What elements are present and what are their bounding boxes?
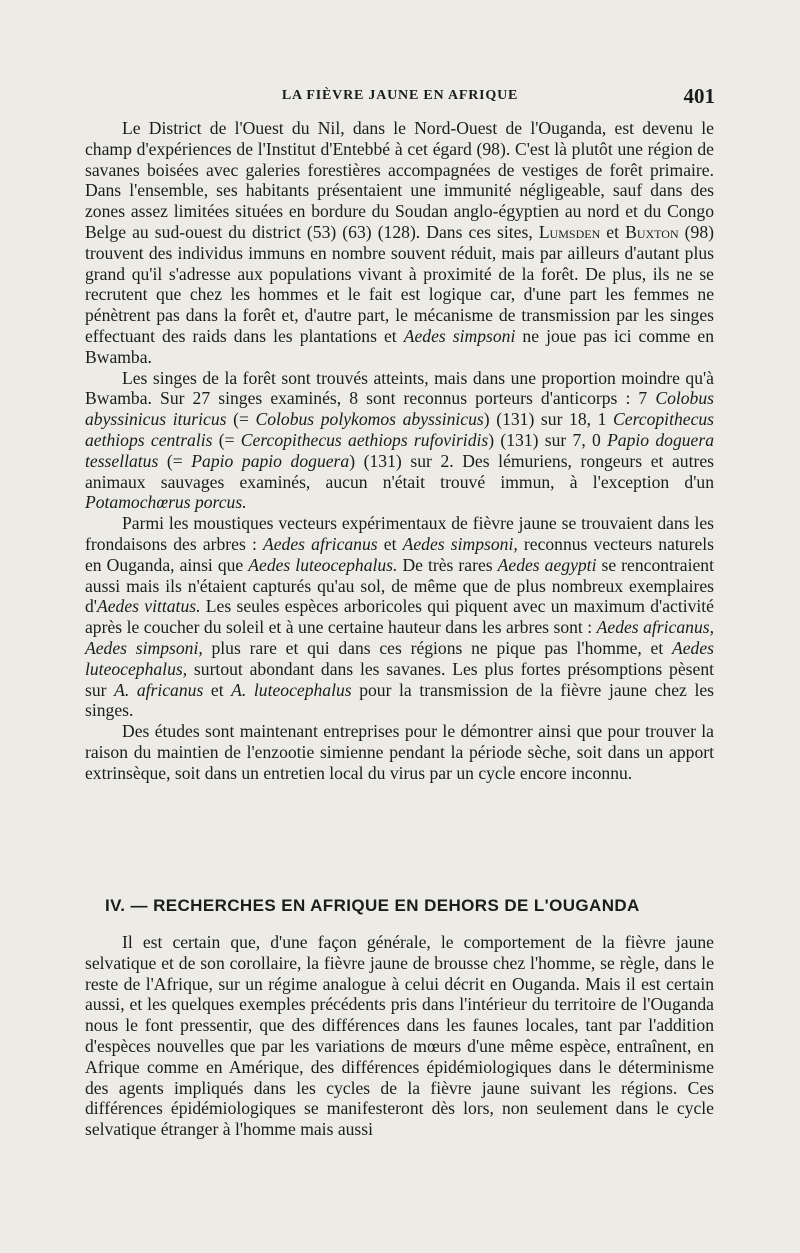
running-head [85, 84, 715, 108]
species-name: Cercopithecus aethiops rufoviridis [240, 429, 489, 450]
section-text [85, 932, 714, 1140]
species-name: Aedes luteocephalus. [248, 554, 398, 575]
species-name: Colobus polykomos abyssinicus [255, 409, 484, 430]
species-name: Papio papio doguera [191, 450, 350, 471]
species-name: Aedes simpsoni, [402, 533, 518, 554]
species-name: Colobus abyssinicus ituricus [85, 388, 714, 430]
species-name: A. luteocephalus [231, 679, 352, 700]
page-number: 401 [683, 84, 715, 108]
author-name: Lumsden [538, 221, 601, 242]
running-title: LA FIÈVRE JAUNE EN AFRIQUE [281, 88, 519, 103]
species-name: Papio doguera tessellatus [85, 429, 714, 471]
species-name: Aedes simpsoni [403, 325, 516, 346]
species-name: Aedes aegypti [497, 554, 597, 575]
species-name: Aedes africanus [263, 533, 378, 554]
paragraph-5: Il est certain que, d'une façon générale, le comportement de la fièvre jaune selvatique et de son corollaire, la fièvre jaune de brousse chez l'homme, se règle, dans le reste de l'Afrique, sur un régime analogue à celui décrit en Ouganda. Mais il est certain aussi, et les quelques exemples précédents pris dans l'intérieur du territoire de l'Ouganda nous le font pressentir, que des différences dans les faunes locales, tant par l'addition d'espèces nouvelles que par les variations de mœurs d'une même espèce, entraînent, en Afrique comme en Amérique, des différences épidémiologiques dans le déterminisme des agents impliqués dans les cycles de la fièvre jaune suivant les régions. Ces différences épidémiologiques se manifesteront dès lors, non seulement dans le cycle selvatique étranger à l'homme mais aussi [85, 932, 714, 1140]
author-name: Buxton [625, 221, 679, 242]
paragraph-4: Des études sont maintenant entreprises pour le démontrer ainsi que pour trouver la raison du maintien de l'enzootie simienne pendant la période sèche, soit dans un apport extrinsèque, soit dans un entretien local du virus par un cycle encore inconnu. [85, 721, 714, 783]
paragraph-1: Le District de l'Ouest du Nil, dans le Nord-Ouest de l'Ouganda, est devenu le champ d'expériences de l'Institut d'Entebbé à cet égard (98). C'est là plutôt une région de savanes boisées avec galeries forestières accompagnées de vestiges de forêt primaire. Dans l'ensemble, ses habitants présentaient une immunité négligeable, sauf dans des zones assez limitées situées en bordure du Soudan anglo-égyptien au nord et du Congo Belge au sud-ouest du district (53) (63) (128). Dans ces sites, Lumsden et Buxton (98) trouvent des individus immuns en nombre souvent réduit, mais par ailleurs d'autant plus grand qu'il s'adresse aux populations vivant à proximité de la forêt. De plus, ils ne se recrutent que chez les hommes et le fait est logique car, d'une part les femmes ne pénètrent pas dans la forêt et, d'autre part, le mécanisme de transmission par les singes effectuant des raids dans les plantations et Aedes simpsoni ne joue pas ici comme en Bwamba. [85, 118, 714, 367]
species-name: A. africanus [114, 679, 204, 700]
species-name: Aedes africanus, Aedes simpsoni, [85, 617, 714, 658]
paragraph-3: Parmi les moustiques vecteurs expérimentaux de fièvre jaune se trouvaient dans les frondaisons des arbres : Aedes africanus et Aedes simpsoni, reconnus vecteurs naturels en Ouganda, ainsi que Aedes luteocephalus. De très rares Aedes aegypti se rencontraient aussi mais ils n'étaient capturés qu'au sol, de même que de plus nombreux exemplaires d'Aedes vittatus. Les seules espèces arboricoles qui piquent avec un maximum d'activité après le coucher du soleil et à une certaine hauteur dans les arbres sont : Aedes africanus, Aedes simpsoni, plus rare et qui dans ces régions ne pique pas l'homme, et Aedes luteocephalus, surtout abondant dans les savanes. Les plus fortes présomptions pèsent sur A. africanus et A. luteocephalus pour la transmission de la fièvre jaune chez les singes. [85, 513, 715, 721]
species-name: Aedes luteocephalus, [85, 637, 714, 679]
species-name: Potamochœrus porcus. [85, 492, 247, 513]
paragraph-2: Les singes de la forêt sont trouvés atteints, mais dans une proportion moindre qu'à Bwamba. Sur 27 singes examinés, 8 sont reconnus porteurs d'anticorps : 7 Colobus abyssinicus ituricus (= Colobus polykomos abyssinicus) (131) sur 18, 1 Cercopithecus aethiops centralis (= Cercopithecus aethiops rufoviridis) (131) sur 7, 0 Papio doguera tessellatus (= Papio papio doguera) (131) sur 2. Des lémuriens, rongeurs et autres animaux sauvages examinés, aucun n'était trouvé immun, à l'exception d'un Potamochœrus porcus. [85, 367, 715, 513]
species-name: Aedes vittatus. [96, 596, 201, 617]
main-text [85, 118, 714, 784]
section-heading: IV. — RECHERCHES EN AFRIQUE EN DEHORS DE L'OUGANDA [105, 896, 640, 915]
species-name: Cercopithecus aethiops centralis [85, 409, 715, 450]
